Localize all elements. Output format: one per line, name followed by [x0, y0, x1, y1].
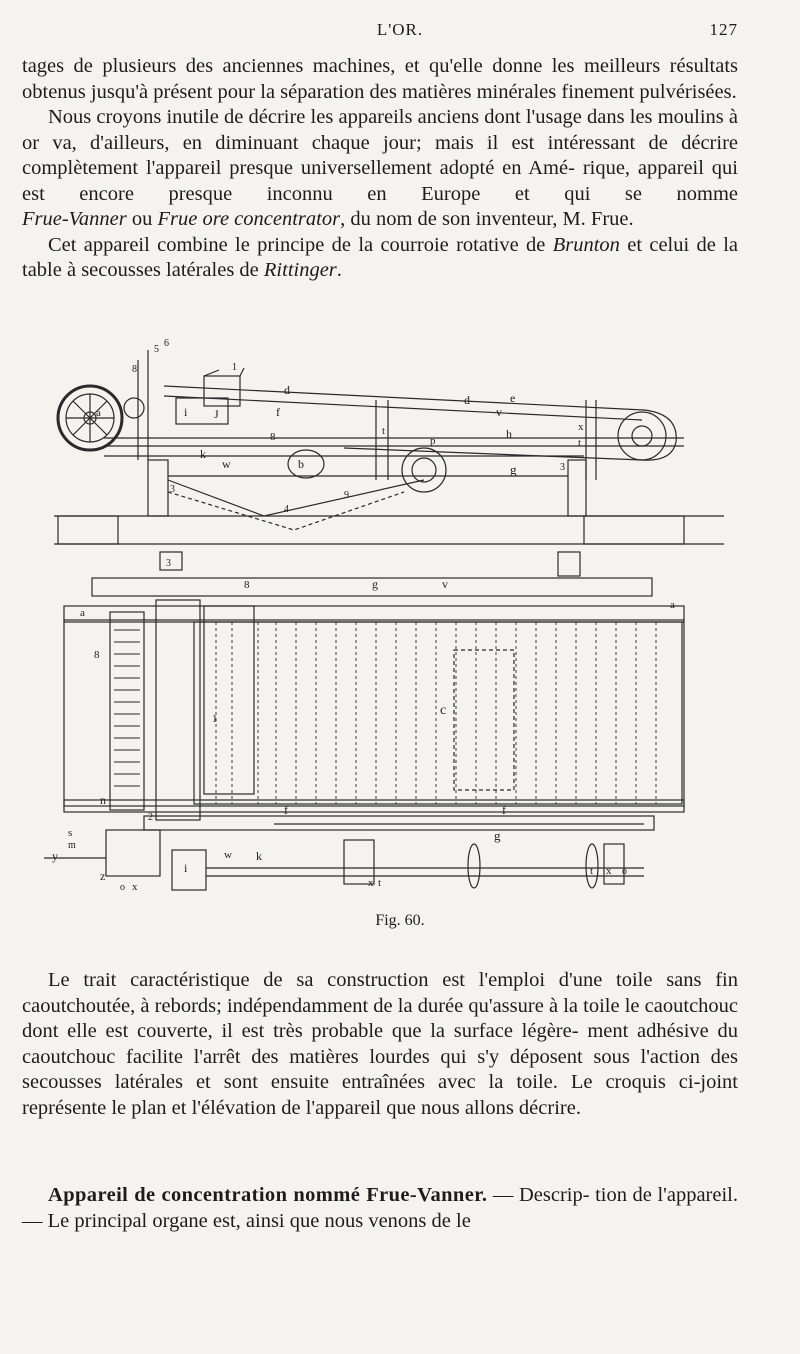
figure-caption: Fig. 60.	[375, 912, 425, 929]
fig-label: t	[382, 425, 386, 437]
text-line: caoutchouc dont elle est couverte, il est très probable que la surface légère-	[22, 994, 739, 1042]
text-line: finement pulvérisées.	[561, 80, 737, 103]
fig-label: 9	[344, 490, 349, 501]
fig-label: 2	[148, 812, 153, 823]
text-fragment: de la table à secousses latérales de	[22, 233, 739, 281]
fig-label: 6	[164, 338, 169, 349]
fig-label: w	[224, 849, 232, 861]
fig-label: v	[442, 577, 448, 591]
fig-label: d	[284, 383, 290, 397]
fig-label: z	[100, 869, 106, 883]
paragraph-1	[22, 54, 738, 105]
fig-label: 1	[212, 713, 218, 725]
fig-label: x	[132, 881, 138, 893]
paragraph-2	[22, 105, 738, 233]
fig-label: 4	[284, 504, 289, 515]
text-line: caoutchoutée, à rebords; indépendamment de la durée qu'assure à la toile le	[22, 994, 640, 1017]
text-line: ment adhésive du caoutchouc facilite l'arrêt des matières lourdes qui s'y	[22, 1020, 739, 1068]
fig-label: a	[96, 407, 101, 419]
fig-label: t	[578, 437, 582, 449]
text-fragment: .	[336, 259, 342, 281]
fig-label: n	[100, 793, 106, 807]
intro-text	[22, 54, 738, 284]
text-line: tion de l'appareil. — Le principal organe est, ainsi que nous venons de le	[22, 1184, 738, 1232]
fig-label: d	[464, 393, 470, 407]
fig-label: 8	[132, 364, 137, 375]
fig-label: a	[80, 607, 85, 619]
paragraph-4	[22, 968, 738, 1121]
fig-label: t	[590, 865, 594, 877]
text-line: résultats obtenus jusqu'à présent pour la séparation des matières minérales	[22, 55, 738, 103]
fig-label: 3	[170, 484, 175, 495]
fig-label: m	[68, 840, 76, 851]
elevation-view	[54, 338, 724, 544]
inventor-name: Brunton	[552, 233, 620, 256]
fig-label: 8	[244, 579, 250, 591]
text-fragment: , du nom de son inventeur, M. Frue.	[340, 208, 634, 230]
fig-label: v	[496, 405, 502, 419]
text-line	[22, 208, 634, 230]
section-text	[22, 1183, 738, 1234]
text-fragment: — Descrip-	[487, 1184, 590, 1206]
fig-label: x	[578, 421, 584, 433]
fig-label: o	[120, 882, 125, 893]
fig-label: 1	[232, 362, 237, 373]
fig-label: y	[52, 849, 58, 863]
text-fragment: et celui	[619, 233, 690, 256]
fig-label: p	[430, 435, 436, 447]
fig-label: h	[506, 427, 512, 441]
fig-label: i	[184, 861, 188, 875]
fig-label: o	[622, 866, 627, 877]
figure-frue-vanner	[44, 330, 744, 910]
fig-label: f	[284, 803, 288, 817]
body-text	[22, 968, 738, 1121]
fig-label: e	[510, 391, 516, 405]
fig-label: x	[368, 877, 374, 889]
text-line: Le trait caractéristique de sa construction est l'emploi d'une toile sans fin	[48, 969, 738, 991]
fig-label: b	[298, 457, 304, 471]
fig-label: 5	[154, 344, 159, 355]
fig-label: 3	[166, 558, 171, 569]
fig-label: c	[440, 703, 447, 718]
plan-view	[44, 552, 684, 893]
machine-name: Frue ore concentrator	[157, 208, 341, 230]
fig-label: a	[670, 599, 675, 611]
fig-label: J	[214, 407, 219, 421]
fig-label: f	[502, 803, 506, 817]
fig-label: x	[606, 865, 612, 877]
paragraph-3	[22, 233, 738, 284]
text-line: de décrire complètement l'appareil presque universellement adopté en Amé-	[22, 131, 738, 179]
text-line: tages de plusieurs des anciennes machines, et qu'elle donne les meilleurs	[22, 55, 661, 77]
machine-name: Frue-Vanner	[22, 208, 127, 230]
inventor-name: Rittinger	[263, 259, 337, 281]
paragraph-5	[22, 1183, 738, 1234]
text-line: Nous croyons inutile de décrire les appareils anciens dont l'usage dans les	[48, 106, 653, 128]
running-title: L'OR.	[376, 20, 424, 39]
engraving-drawing	[44, 330, 744, 910]
text-line: déposent sous l'action des secousses latérales et sont ensuite entraînées avec la	[22, 1045, 739, 1093]
fig-label: k	[200, 447, 206, 461]
fig-label: i	[184, 405, 188, 419]
text-fragment: ou	[126, 208, 158, 230]
fig-label: g	[372, 577, 378, 591]
page-number: 127	[709, 20, 738, 39]
fig-label: 8	[270, 431, 276, 443]
text-line: toile. Le croquis ci-joint représente le plan et l'élévation de l'appareil que	[22, 1071, 738, 1119]
fig-label: f	[276, 405, 280, 419]
fig-label: k	[256, 849, 262, 863]
fig-label: s	[68, 827, 73, 839]
text-line: moulins à or va, d'ailleurs, en diminuant chaque jour; mais il est intéressant	[22, 106, 738, 154]
section-heading: Appareil de concentration nommé Frue-Vanner.	[48, 1184, 488, 1206]
fig-label: 8	[94, 649, 100, 661]
fig-label: g	[494, 828, 501, 843]
text-line: rique, appareil qui est encore presque inconnu en Europe et qui se nomme	[22, 157, 738, 205]
running-head	[0, 20, 800, 44]
fig-label: 3	[560, 462, 565, 473]
fig-label: g	[510, 462, 517, 477]
fig-label: w	[222, 457, 231, 471]
text-line: nous allons décrire.	[420, 1096, 581, 1119]
text-fragment: Cet appareil combine le principe de la courroie rotative de	[48, 233, 553, 256]
fig-label: t	[378, 877, 382, 889]
